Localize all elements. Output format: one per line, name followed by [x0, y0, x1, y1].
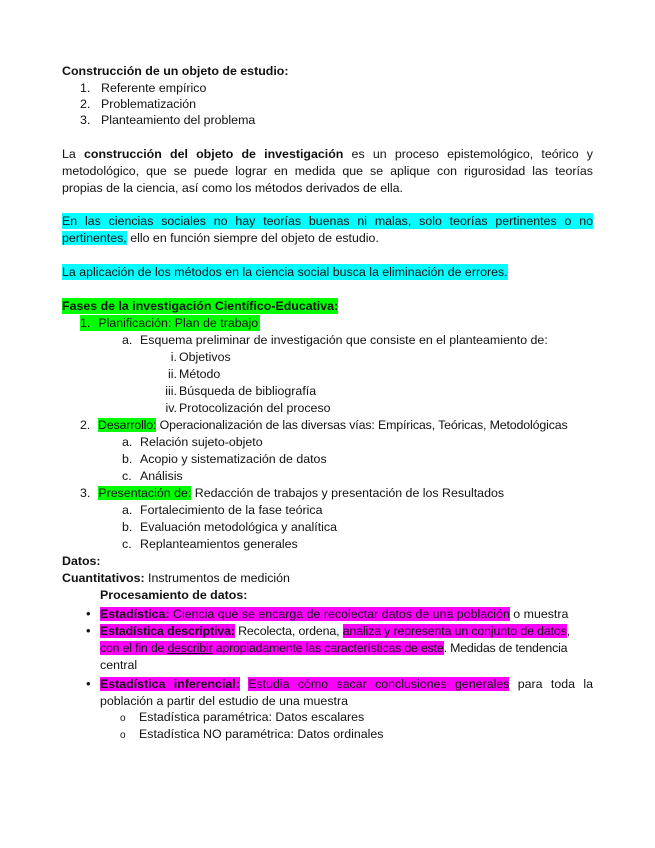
bullet-item: Estadística inferencial: Estudia cómo sacar conclusiones generales para toda la: [100, 677, 593, 691]
subsection-heading: Procesamiento de datos:: [100, 588, 248, 602]
highlighted-line: En las ciencias sociales no hay teorías buenas ni malas, solo teorías pertinentes o no: [62, 214, 593, 228]
paragraph-line: metodológico, que se puede lograr en medida que se aplique con rigurosidad las teorías: [62, 164, 593, 178]
phase-item: 3. Presentación de: Redacción de trabajos y presentación de los Resultados: [80, 486, 505, 500]
list-item: b. Acopio y sistematización de datos: [122, 452, 327, 466]
list-item: c. Replanteamientos generales: [122, 537, 298, 551]
sub-bullet-item: Estadística NO paramétrica: Datos ordinales: [139, 727, 384, 741]
bullet-item-line: central: [100, 658, 138, 672]
circle-bullet-icon: o: [120, 730, 126, 741]
bullet-item-line: población a partir del estudio de una muestra: [100, 694, 348, 708]
bullet-icon: •: [86, 606, 91, 621]
section-heading: Fases de la investigación Científico-Educativa:: [62, 299, 339, 313]
bullet-icon: •: [86, 676, 91, 691]
highlighted-line: La aplicación de los métodos en la ciencia social busca la eliminación de errores.: [62, 265, 508, 279]
section-heading: Datos:: [62, 554, 101, 568]
list-item: a. Relación sujeto-objeto: [122, 435, 263, 449]
paragraph-line: Cuantitativos: Instrumentos de medición: [62, 571, 290, 585]
list-item: b. Evaluación metodológica y analítica: [122, 520, 337, 534]
list-item: 1. Referente empírico: [80, 81, 207, 95]
phase-item: 2. Desarrollo: Operacionalización de las diversas vías: Empíricas, Teóricas, Metodológicas: [80, 418, 568, 432]
phase-item: 1. Planificación: Plan de trabajo: [80, 316, 259, 330]
list-item: iii. Búsqueda de bibliografía: [165, 384, 317, 398]
list-item: a. Fortalecimiento de la fase teórica: [122, 503, 323, 517]
list-item: 3. Planteamiento del problema: [80, 113, 256, 127]
paragraph-line: propias de la ciencia, así como los métodos derivados de ella.: [62, 181, 403, 195]
list-item: ii. Método: [168, 367, 221, 381]
bullet-item: Estadística: Ciencia que se encarga de recolectar datos de una población o muestra: [100, 607, 569, 621]
paragraph-line: La construcción del objeto de investigación es un proceso epistemológico, teórico y: [62, 147, 594, 161]
circle-bullet-icon: o: [120, 713, 126, 724]
bullet-item: Estadística descriptiva: Recolecta, ordena, analiza y representa un conjunto de datos,: [100, 624, 570, 638]
paragraph-line: pertinentes, ello en función siempre del objeto de estudio.: [62, 231, 379, 245]
sub-bullet-item: Estadística paramétrica: Datos escalares: [139, 710, 365, 724]
list-item: c. Análisis: [122, 469, 183, 483]
bullet-icon: •: [86, 623, 91, 638]
list-item: a. Esquema preliminar de investigación que consiste en el planteamiento de:: [122, 333, 548, 347]
list-item: i. Objetivos: [170, 350, 231, 364]
bullet-item-line: con el fin de describir apropiadamente las características de este. Medidas de tendencia: [100, 641, 568, 655]
list-item: 2. Problematización: [80, 97, 197, 111]
list-item: iv. Protocolización del proceso: [165, 401, 331, 415]
section-title: Construcción de un objeto de estudio:: [62, 64, 289, 78]
